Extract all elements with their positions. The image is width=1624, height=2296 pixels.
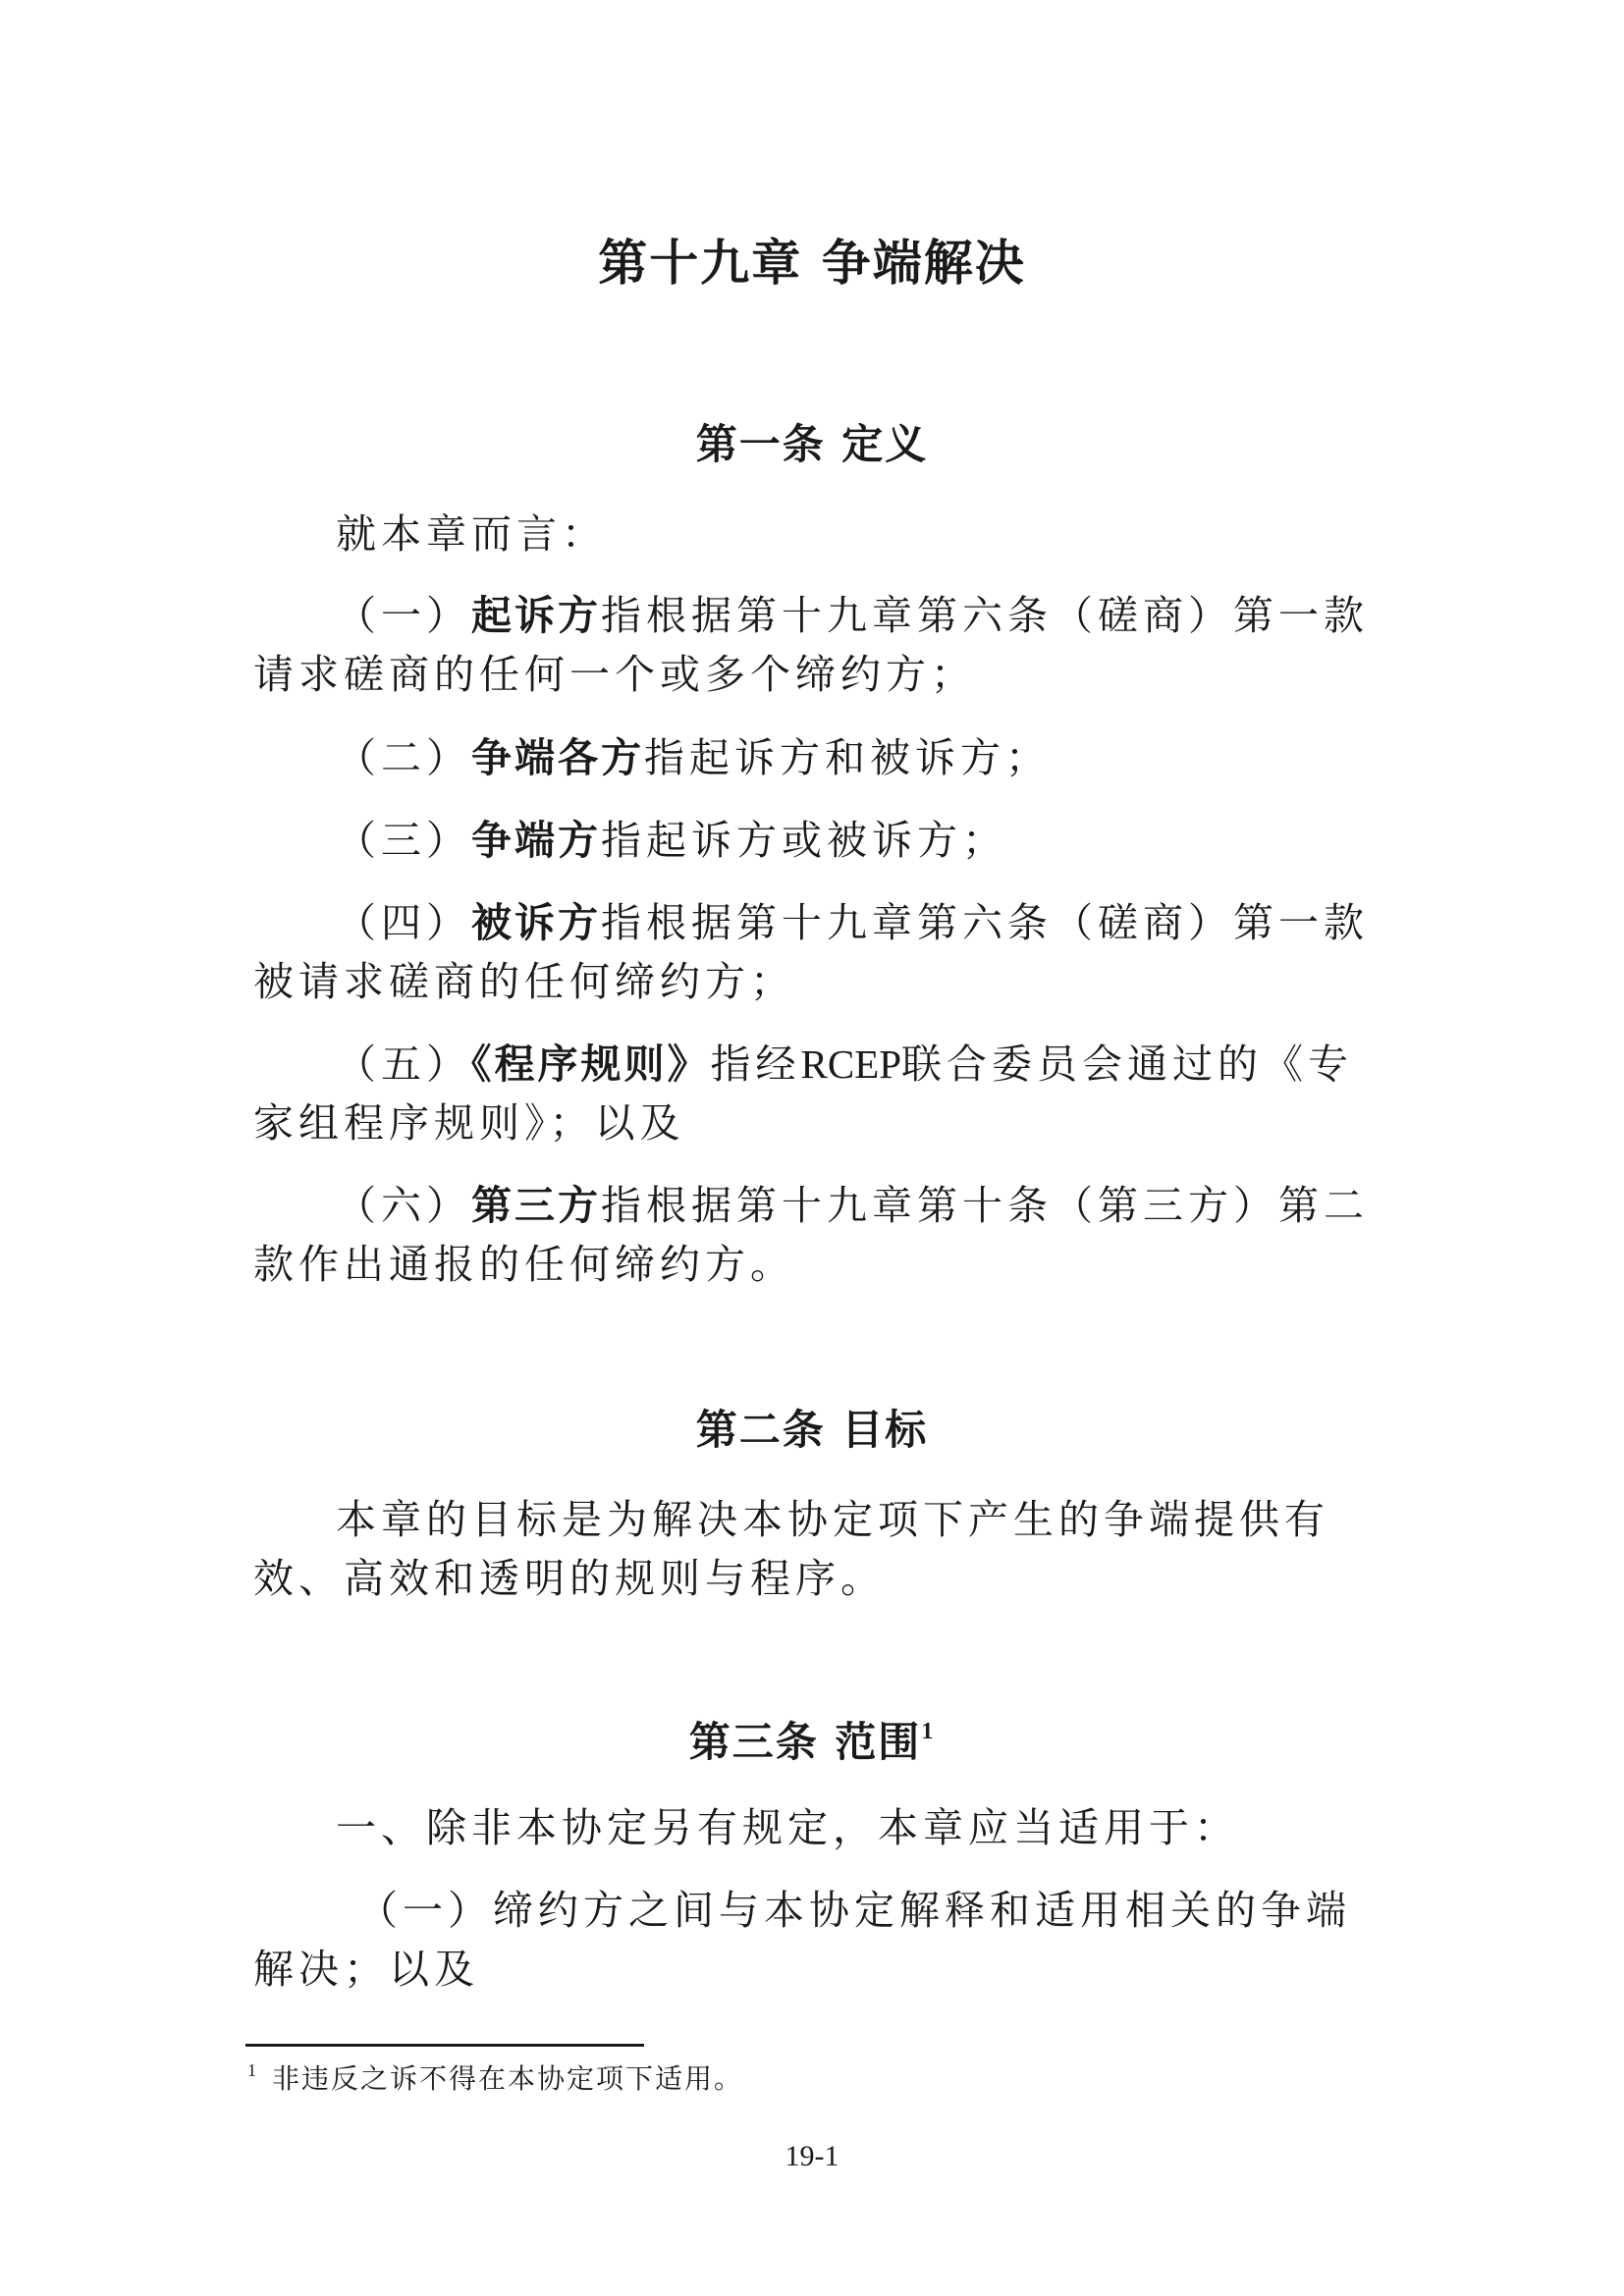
- chapter-title: 第十九章 争端解决: [598, 235, 1026, 292]
- definition-item: [253, 1035, 1392, 1152]
- definition-text-pre: 指经: [710, 1041, 801, 1088]
- defined-term: 被诉方: [471, 899, 601, 946]
- footnote-text: 非违反之诉不得在本协定项下适用。: [272, 2062, 744, 2095]
- definition-text: 指根据第十九章第十条（第三方）第二款作出通报的任何缔约方。: [253, 1182, 1369, 1288]
- defined-term: 《程序规则》: [471, 1041, 711, 1088]
- defined-term: 第三方: [471, 1182, 601, 1229]
- footnote-reference: 1: [921, 1719, 936, 1744]
- article-2-title: 第二条 目标: [695, 1406, 929, 1454]
- item-number: （一）: [336, 592, 471, 639]
- footnote: [247, 2057, 743, 2097]
- definition-text-post: 联合委员会通过的《专家组程序规则》；以及: [253, 1041, 1354, 1147]
- definition-item: [253, 811, 1392, 870]
- definition-item: [253, 1176, 1392, 1294]
- page-number: 19-1: [785, 2140, 839, 2172]
- definition-text: 指根据第十九章第六条（磋商）第一款请求磋商的任何一个或多个缔约方；: [253, 592, 1369, 698]
- definition-item: [253, 586, 1392, 704]
- article-3-item-1: （一）缔约方之间与本协定解释和适用相关的争端解决；以及: [253, 1887, 1351, 1993]
- article-1-title: 第一条 定义: [695, 420, 929, 468]
- item-number: （三）: [336, 817, 471, 864]
- defined-term: 起诉方: [471, 592, 601, 639]
- definition-text: 指根据第十九章第六条（磋商）第一款被请求磋商的任何缔约方；: [253, 899, 1369, 1005]
- item-number: （五）: [336, 1041, 471, 1088]
- definition-text-latin: RCEP: [800, 1041, 902, 1087]
- article-2-text: 本章的目标是为解决本协定项下产生的争端提供有效、高效和透明的规则与程序。: [253, 1496, 1329, 1602]
- item-number: （四）: [336, 899, 471, 946]
- definition-item: [253, 893, 1392, 1011]
- definition-text: 指起诉方或被诉方；: [601, 817, 1007, 864]
- definition-item: [253, 728, 1392, 787]
- article-3-body: [253, 1798, 1392, 1999]
- defined-term: 争端方: [471, 817, 601, 864]
- article-3-title-text: 第三条 范围: [688, 1718, 922, 1766]
- article-3-title: [0, 1710, 1624, 1769]
- item-number: （六）: [336, 1182, 471, 1229]
- definition-text: 指起诉方和被诉方；: [644, 734, 1051, 781]
- article-1-intro: 就本章而言：: [336, 510, 607, 558]
- article-2-body: [253, 1490, 1392, 1608]
- article-3-para-1: 一、除非本协定另有规定，本章应当适用于：: [336, 1804, 1239, 1851]
- footnote-mark: 1: [247, 2060, 258, 2080]
- footnote-separator: [245, 2044, 644, 2047]
- article-1-body: [253, 505, 1392, 1294]
- defined-term: 争端各方: [471, 734, 644, 781]
- item-number: （二）: [336, 734, 471, 781]
